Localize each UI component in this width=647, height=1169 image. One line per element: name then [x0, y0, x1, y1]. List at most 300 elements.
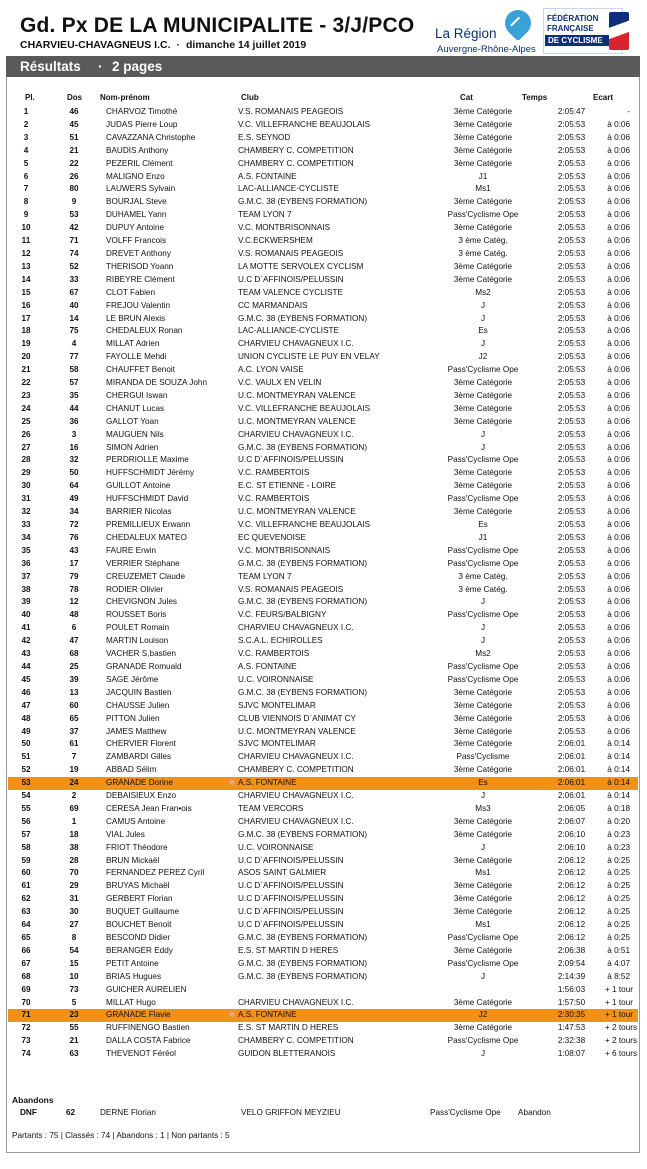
highlight-marker-icon	[226, 454, 238, 467]
category-cell: 3ème Catégorie	[453, 855, 513, 865]
club-cell: TEAM LYON 7	[238, 210, 292, 220]
rider-name-cell: POULET Romain	[106, 623, 170, 633]
rank-cell: 35	[21, 545, 31, 555]
highlight-marker-icon	[226, 829, 238, 842]
bib-cell: 50	[69, 468, 79, 478]
bib-cell: 55	[69, 1023, 79, 1033]
category-cell: J	[480, 623, 486, 633]
time-cell: 2:06:12	[557, 855, 586, 865]
category-cell: J	[480, 429, 486, 439]
club-cell: CHAMBERY C. COMPETITION	[238, 145, 354, 155]
rank-cell: 63	[21, 907, 31, 917]
highlight-marker-icon	[226, 726, 238, 739]
gap-cell: à 0:06	[607, 520, 630, 529]
gap-cell: à 0:06	[607, 132, 630, 142]
club-cell: E.S. ST MARTIN D HERES	[238, 945, 339, 955]
table-row	[8, 390, 638, 403]
bib-cell: 10	[69, 971, 79, 981]
bib-cell: 1	[71, 816, 77, 826]
rider-name-cell: GRANADE Dorine	[104, 777, 226, 790]
category-cell: 3ème Catégorie	[453, 390, 513, 400]
rank-cell: 51	[21, 752, 31, 762]
category-cell: Pass'Cyclisme Ope	[447, 365, 519, 375]
club-cell: CHARVIEU CHAVAGNEUX I.C.	[238, 429, 354, 439]
time-cell: 2:06:01	[538, 777, 605, 790]
club-cell: EC QUEVENOISE	[238, 532, 306, 542]
highlight-marker-icon	[226, 171, 238, 184]
rider-name-cell: CHEDALEUX Ronan	[106, 326, 183, 336]
table-row	[8, 648, 638, 661]
table-row	[8, 106, 638, 119]
rider-name-cell: THERISOD Yoann	[106, 261, 174, 271]
table-row	[8, 338, 638, 351]
gap-cell: à 4:07	[607, 958, 630, 968]
category-cell: 3ème Catégorie	[453, 132, 513, 142]
table-row	[8, 1009, 638, 1022]
table-row	[8, 997, 638, 1010]
bib-cell: 45	[69, 119, 79, 129]
rank-cell: 16	[21, 300, 31, 310]
category-cell	[428, 984, 538, 997]
bib-cell: 57	[69, 378, 79, 388]
table-row	[8, 287, 638, 300]
time-cell: 2:05:53	[557, 326, 586, 336]
time-cell: 2:06:10	[557, 829, 586, 839]
time-cell: 2:06:12	[557, 920, 586, 930]
category-cell: Pass'Cyclisme Ope	[447, 545, 519, 555]
highlight-marker-icon	[226, 893, 238, 906]
table-row	[8, 493, 638, 506]
bib-cell: 65	[69, 713, 79, 723]
bib-cell: 21	[69, 145, 79, 155]
col-header-gap: Ecart	[593, 93, 614, 102]
highlight-marker-icon	[226, 919, 238, 932]
col-header-time: Temps	[522, 93, 548, 102]
bib-cell: 7	[71, 752, 77, 762]
gap-cell: à 0:06	[607, 610, 630, 620]
gap-cell: à 0:06	[607, 468, 630, 478]
category-cell: 3ème Catégorie	[453, 378, 513, 388]
club-cell: A.C. LYON VAISE	[238, 365, 304, 375]
table-row	[8, 467, 638, 480]
highlight-marker-icon	[226, 648, 238, 661]
highlight-marker-icon	[226, 532, 238, 545]
bib-cell: 53	[69, 210, 79, 220]
highlight-marker-icon	[226, 764, 238, 777]
category-cell: 3ème Catégorie	[453, 726, 513, 736]
highlight-marker-icon	[226, 467, 238, 480]
gap-cell: à 0:06	[607, 158, 630, 168]
time-cell: 2:06:12	[557, 907, 586, 917]
category-cell: 3ème Catégorie	[453, 261, 513, 271]
category-cell: Pass'Cyclisme Ope	[447, 674, 519, 684]
gap-cell: à 0:06	[607, 481, 630, 491]
gap-cell: + 2 tours	[605, 1023, 638, 1033]
rider-name-cell: ABBAD Sélim	[106, 765, 157, 775]
highlight-marker-icon	[226, 248, 238, 261]
bib-cell: 29	[69, 881, 79, 891]
rank-cell: 38	[21, 584, 31, 594]
club-cell: U.C D`AFFINOIS/PELUSSIN	[238, 920, 344, 930]
time-cell: 2:05:53	[557, 649, 586, 659]
rank-cell: 15	[21, 287, 31, 297]
table-row	[8, 235, 638, 248]
gap-cell: à 0:06	[607, 223, 630, 233]
rank-cell: 74	[21, 1049, 31, 1059]
region-drop-icon	[500, 5, 537, 42]
category-cell: J	[480, 313, 486, 323]
rank-cell: 10	[21, 223, 31, 233]
table-row	[8, 506, 638, 519]
club-cell: E.S. SEYNOD	[238, 132, 291, 142]
rider-name-cell: BARRIER Nicolas	[106, 507, 172, 517]
bib-cell: 6	[71, 623, 77, 633]
time-cell: 2:05:53	[557, 636, 586, 646]
highlight-marker-icon	[226, 971, 238, 984]
club-cell: CHARVIEU CHAVAGNEUX I.C.	[238, 791, 354, 801]
rank-cell: 43	[21, 649, 31, 659]
category-cell: 3ème Catégorie	[453, 158, 513, 168]
time-cell: 2:05:53	[557, 507, 586, 517]
gap-cell: à 0:06	[607, 171, 630, 181]
category-cell: 3 ème Catég.	[458, 236, 508, 246]
race-summary-footer: Partants : 75 | Classés : 74 | Abandons : 1 | Non partants : 5	[12, 1131, 230, 1140]
club-cell: CHARVIEU CHAVAGNEUX I.C.	[238, 339, 354, 349]
highlight-marker-icon	[226, 867, 238, 880]
rider-name-cell: DEBAISIEUX Enzo	[106, 791, 177, 801]
rider-name-cell: HUFFSCHMIDT David	[106, 494, 189, 504]
club-cell: U.C D`AFFINOIS/PELUSSIN	[238, 894, 344, 904]
club-cell: CHARVIEU CHAVAGNEUX I.C.	[238, 997, 354, 1007]
bib-cell: 49	[69, 494, 79, 504]
table-row	[8, 829, 638, 842]
club-cell: CHARVIEU CHAVAGNEUX I.C.	[238, 752, 354, 762]
time-cell: 2:05:53	[557, 468, 586, 478]
highlight-marker-icon	[226, 571, 238, 584]
club-cell: E.C. ST ETIENNE - LOIRE	[238, 481, 337, 491]
bib-cell: 63	[69, 1049, 79, 1059]
rider-name-cell: CHAUFFET Benoit	[106, 365, 176, 375]
rider-name-cell: BERANGER Eddy	[106, 945, 173, 955]
rider-name-cell: MIRANDA DE SOUZA John	[106, 378, 208, 388]
category-cell: Pass'Cyclisme	[456, 752, 510, 762]
time-cell: 1:08:07	[557, 1049, 586, 1059]
rank-cell: 71	[8, 1009, 44, 1022]
table-row	[8, 726, 638, 739]
rider-name-cell: CAVAZZANA Christophe	[106, 132, 196, 142]
gap-cell: à 0:06	[607, 339, 630, 349]
time-cell: 2:05:53	[557, 532, 586, 542]
rider-name-cell: PREMILLIEUX Erwann	[106, 520, 191, 529]
gap-cell: à 0:06	[607, 352, 630, 362]
highlight-marker-icon	[226, 738, 238, 751]
time-cell: 2:05:53	[557, 300, 586, 310]
gap-cell: à 0:06	[607, 378, 630, 388]
highlight-marker-icon	[226, 364, 238, 377]
time-cell: 1:47:53	[557, 1023, 586, 1033]
time-cell: 2:05:53	[557, 571, 586, 581]
gap-cell: à 0:06	[607, 390, 630, 400]
category-cell: 3ème Catégorie	[453, 507, 513, 517]
gap-cell: à 0:06	[607, 261, 630, 271]
rider-name-cell: RIBEYRE Clément	[106, 274, 175, 284]
gap-cell: à 0:25	[607, 920, 630, 930]
category-cell: 3ème Catégorie	[453, 765, 513, 775]
rider-name-cell: JUDAS Pierre Loup	[106, 119, 178, 129]
gap-cell: à 0:14	[607, 765, 630, 775]
time-cell: 2:05:53	[557, 429, 586, 439]
highlight-marker-icon	[226, 442, 238, 455]
category-cell: Pass'Cyclisme Ope	[447, 933, 519, 942]
rider-name-cell: BUQUET Guillaume	[106, 907, 180, 917]
category-cell: 3ème Catégorie	[453, 829, 513, 839]
category-cell: 3ème Catégorie	[453, 907, 513, 917]
club-cell: E.S. ST MARTIN D HERES	[238, 1023, 339, 1033]
category-cell: 3ème Catégorie	[453, 687, 513, 697]
club-cell: U.C. MONTMEYRAN VALENCE	[238, 416, 356, 426]
gap-cell: à 0:06	[607, 119, 630, 129]
table-row	[8, 816, 638, 829]
gap-cell: à 0:06	[607, 687, 630, 697]
gap-cell: à 0:06	[607, 236, 630, 246]
organizer-name: CHARVIEU-CHAVAGNEUS I.C.	[20, 39, 171, 51]
club-cell: S.C.A.L. ECHIROLLES	[238, 636, 323, 646]
rank-cell: 47	[21, 700, 31, 710]
bib-cell: 22	[69, 158, 79, 168]
col-header-pl: Pl.	[25, 93, 35, 102]
rank-cell: 55	[21, 803, 31, 813]
time-cell: 2:05:53	[557, 365, 586, 375]
category-cell: Pass'Cyclisme Ope	[447, 958, 519, 968]
table-row	[8, 855, 638, 868]
club-cell: A.S. FONTAINE	[238, 1009, 428, 1022]
highlight-marker-icon	[226, 145, 238, 158]
category-cell: J	[480, 339, 486, 349]
rider-name-cell: ZAMBARDI Gilles	[106, 752, 172, 762]
gap-cell: à 0:06	[607, 649, 630, 659]
rank-cell: 32	[21, 507, 31, 517]
rank-cell: 29	[21, 468, 31, 478]
abandon-cat: Pass'Cyclisme Ope	[430, 1108, 501, 1117]
table-row	[8, 313, 638, 326]
rank-cell: 64	[21, 920, 31, 930]
highlight-marker-icon	[226, 274, 238, 287]
gap-cell: + 1 tour	[605, 997, 633, 1007]
table-row	[8, 906, 638, 919]
table-row	[8, 209, 638, 222]
bib-cell: 80	[69, 184, 79, 194]
bib-cell: 76	[69, 532, 79, 542]
table-row	[8, 945, 638, 958]
rider-name-cell: RODIER Olivier	[106, 584, 164, 594]
highlight-marker-icon	[226, 984, 238, 997]
gap-cell: à 0:25	[607, 933, 630, 942]
category-cell: J	[480, 636, 486, 646]
category-cell: Es	[478, 326, 488, 336]
highlight-marker-icon	[226, 1022, 238, 1035]
rank-cell: 19	[21, 339, 31, 349]
highlight-marker-icon	[226, 480, 238, 493]
table-row	[8, 325, 638, 338]
highlight-marker-icon	[226, 842, 238, 855]
highlight-marker-icon	[226, 416, 238, 429]
bib-cell: 38	[69, 842, 79, 852]
table-row	[8, 932, 638, 945]
bib-cell: 37	[69, 726, 79, 736]
bib-cell: 78	[69, 584, 79, 594]
time-cell: 2:05:53	[557, 700, 586, 710]
rank-cell: 45	[21, 674, 31, 684]
rank-cell: 17	[21, 313, 31, 323]
gap-cell: à 0:14	[605, 777, 638, 790]
bib-cell: 14	[69, 313, 79, 323]
rank-cell: 60	[21, 868, 31, 878]
results-table	[8, 106, 638, 1061]
time-cell: 1:56:03	[557, 984, 586, 994]
bib-cell: 44	[69, 403, 79, 413]
bib-cell: 74	[69, 248, 79, 258]
club-cell: G.M.C. 38 (EYBENS FORMATION)	[238, 933, 368, 942]
table-row	[8, 764, 638, 777]
abandon-status: Abandon	[518, 1108, 551, 1117]
time-cell: 2:05:53	[557, 171, 586, 181]
rider-name-cell: CLOT Fabien	[106, 287, 155, 297]
gap-cell: à 0:06	[607, 494, 630, 504]
highlight-marker-icon	[226, 958, 238, 971]
category-cell: 3ème Catégorie	[453, 997, 513, 1007]
gap-cell: à 0:06	[607, 416, 630, 426]
rider-name-cell: CHEVIGNON Jules	[106, 597, 177, 607]
category-cell: Pass'Cyclisme Ope	[447, 661, 519, 671]
rank-cell: 40	[21, 610, 31, 620]
highlight-marker-icon	[226, 196, 238, 209]
highlight-marker-icon	[226, 119, 238, 132]
time-cell: 2:06:12	[557, 933, 586, 942]
category-cell: 3ème Catégorie	[453, 119, 513, 129]
time-cell: 2:06:05	[557, 803, 586, 813]
rank-cell: 1	[23, 107, 29, 116]
bib-cell: 9	[71, 197, 77, 207]
bib-cell: 26	[69, 171, 79, 181]
category-cell: J1	[478, 171, 488, 181]
bib-cell: 75	[69, 326, 79, 336]
table-row	[8, 429, 638, 442]
rider-name-cell: FAYOLLE Mehdi	[106, 352, 167, 362]
rank-cell: 7	[23, 184, 29, 194]
category-cell: Pass'Cyclisme Ope	[447, 455, 519, 465]
bib-cell: 51	[69, 132, 79, 142]
highlight-marker-icon	[226, 351, 238, 364]
bib-cell: 12	[69, 597, 79, 607]
gap-cell: à 0:06	[607, 300, 630, 310]
rider-name-cell: GUICHER AURELIEN	[106, 984, 187, 994]
gap-cell: à 0:14	[607, 791, 630, 801]
rank-cell: 2	[23, 119, 29, 129]
rider-name-cell: BRUN Mickaël	[106, 855, 160, 865]
time-cell: 2:06:01	[557, 752, 586, 762]
time-cell: 2:06:10	[557, 842, 586, 852]
rider-name-cell: VERRIER Stéphane	[106, 558, 180, 568]
club-cell: U.C. MONTMEYRAN VALENCE	[238, 390, 356, 400]
category-cell: J	[480, 300, 486, 310]
bib-cell: 32	[69, 455, 79, 465]
gap-cell: à 0:06	[607, 313, 630, 323]
gap-cell: -	[627, 107, 630, 116]
table-row	[8, 274, 638, 287]
gap-cell: à 0:06	[607, 145, 630, 155]
table-row	[8, 183, 638, 196]
table-row	[8, 713, 638, 726]
club-cell: GUIDON BLETTERANOIS	[238, 1049, 336, 1059]
category-cell: Pass'Cyclisme Ope	[447, 558, 519, 568]
rank-cell: 66	[21, 945, 31, 955]
rider-name-cell: PITTON Julien	[106, 713, 160, 723]
rank-cell: 24	[21, 403, 31, 413]
table-row	[8, 738, 638, 751]
category-cell: 3ème Catégorie	[453, 274, 513, 284]
highlight-marker-icon	[226, 945, 238, 958]
club-cell: G.M.C. 38 (EYBENS FORMATION)	[238, 442, 368, 452]
rank-cell: 62	[21, 894, 31, 904]
highlight-marker-icon	[226, 855, 238, 868]
highlight-marker-icon	[226, 390, 238, 403]
rider-name-cell: DALLA COSTA Fabrice	[106, 1036, 191, 1046]
bib-cell: 72	[69, 520, 79, 529]
rank-cell: 23	[21, 390, 31, 400]
category-cell: J	[480, 971, 486, 981]
time-cell: 2:05:53	[557, 610, 586, 620]
highlight-marker-icon	[226, 429, 238, 442]
ffc-logo-line3: DE CYCLISME	[545, 35, 610, 46]
rank-cell: 67	[21, 958, 31, 968]
club-cell: V.S. ROMANAIS PEAGEOIS	[238, 107, 344, 116]
club-cell: UNION CYCLISTE LE PUY EN VELAY	[238, 352, 380, 362]
bib-cell: 61	[69, 739, 79, 749]
rank-cell: 14	[21, 274, 31, 284]
club-cell: A.S. FONTAINE	[238, 661, 297, 671]
club-cell: V.S. ROMANAIS PEAGEOIS	[238, 584, 344, 594]
highlight-marker-icon	[226, 674, 238, 687]
bib-cell: 8	[71, 933, 77, 942]
gap-cell: à 0:06	[607, 558, 630, 568]
bib-cell: 40	[69, 300, 79, 310]
table-row	[8, 454, 638, 467]
time-cell: 2:05:53	[557, 687, 586, 697]
highlight-marker-icon	[226, 261, 238, 274]
rider-name-cell: FERNANDEZ PEREZ Cyril	[106, 868, 205, 878]
club-cell: V.C. MONTBRISONNAIS	[238, 545, 331, 555]
table-row	[8, 145, 638, 158]
club-cell: G.M.C. 38 (EYBENS FORMATION)	[238, 687, 368, 697]
club-cell: G.M.C. 38 (EYBENS FORMATION)	[238, 197, 368, 207]
bib-cell: 21	[69, 1036, 79, 1046]
category-cell: 3ème Catégorie	[453, 145, 513, 155]
club-cell: V.C. MONTBRISONNAIS	[238, 223, 331, 233]
rider-name-cell: BAUDIS Anthony	[106, 145, 169, 155]
bib-cell: 24	[44, 777, 104, 790]
rank-cell: 72	[21, 1023, 31, 1033]
table-row	[8, 119, 638, 132]
time-cell: 2:06:12	[557, 881, 586, 891]
time-cell: 2:05:53	[557, 442, 586, 452]
highlight-marker-icon	[226, 313, 238, 326]
club-cell: CHAMBERY C. COMPETITION	[238, 158, 354, 168]
highlight-marker-icon	[226, 700, 238, 713]
rank-cell: 4	[23, 145, 29, 155]
rider-name-cell: THEVENOT Féréol	[106, 1049, 176, 1059]
category-cell: Ms2	[475, 287, 491, 297]
category-cell: Ms3	[475, 803, 491, 813]
